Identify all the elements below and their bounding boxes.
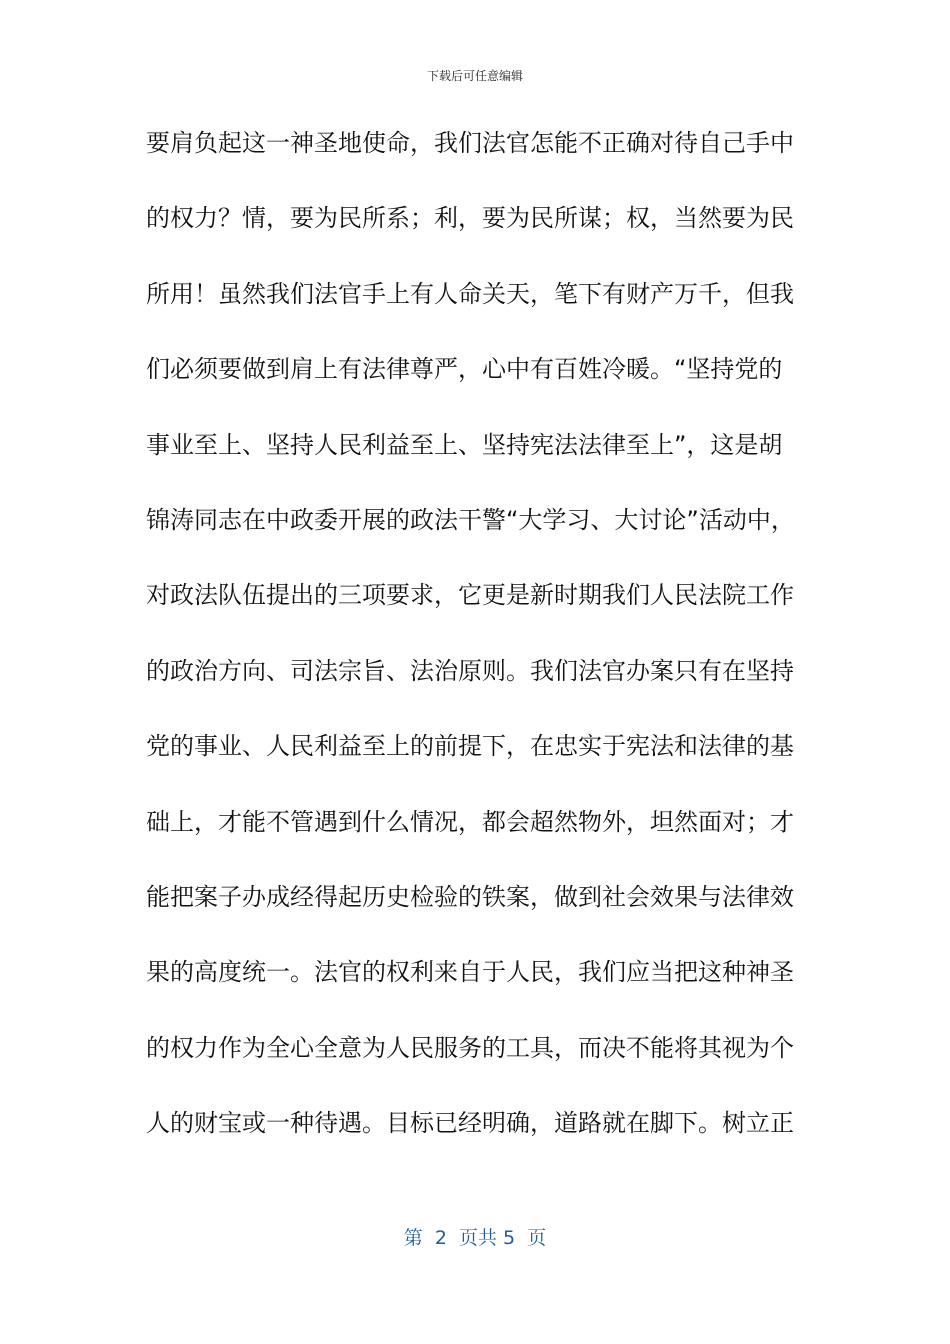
body-line: 们必须要做到肩上有法律尊严，心中有百姓冷暖。“坚持党的 bbox=[146, 355, 783, 384]
body-line: 党的事业、人民利益至上的前提下，在忠实于宪法和法律的基 bbox=[146, 732, 794, 761]
body-line: 锦涛同志在中政委开展的政法干警“大学习、大讨论”活动中， bbox=[146, 505, 795, 534]
body-line: 的政治方向、司法宗旨、法治原则。我们法官办案只有在坚持 bbox=[146, 656, 794, 685]
body-line: 能把案子办成经得起历史检验的铁案，做到社会效果与法律效 bbox=[146, 882, 794, 911]
body-line: 人的财宝或一种待遇。目标已经明确，道路就在脚下。树立正 bbox=[146, 1109, 794, 1138]
body-line: 对政法队伍提出的三项要求，它更是新时期我们人民法院工作 bbox=[146, 581, 794, 610]
document-body bbox=[146, 118, 806, 1173]
page-number-footer: 第 2 页共 5 页 bbox=[403, 1227, 547, 1249]
page-header: 下载后可任意编辑 bbox=[426, 69, 523, 83]
body-line: 要肩负起这一神圣地使命，我们法官怎能不正确对待自己手中 bbox=[146, 129, 794, 157]
body-line: 的权力作为全心全意为人民服务的工具，而决不能将其视为个 bbox=[146, 1033, 794, 1062]
body-line: 础上，才能不管遇到什么情况，都会超然物外，坦然面对；才 bbox=[146, 807, 794, 836]
body-line: 果的高度统一。法官的权利来自于人民，我们应当把这种神圣 bbox=[146, 958, 794, 987]
body-line: 的权力？情，要为民所系；利，要为民所谋；权，当然要为民 bbox=[146, 204, 794, 233]
body-line: 所用！虽然我们法官手上有人命关天，笔下有财产万千，但我 bbox=[146, 279, 794, 308]
body-line: 事业至上、坚持人民利益至上、坚持宪法法律至上”，这是胡 bbox=[146, 430, 783, 459]
